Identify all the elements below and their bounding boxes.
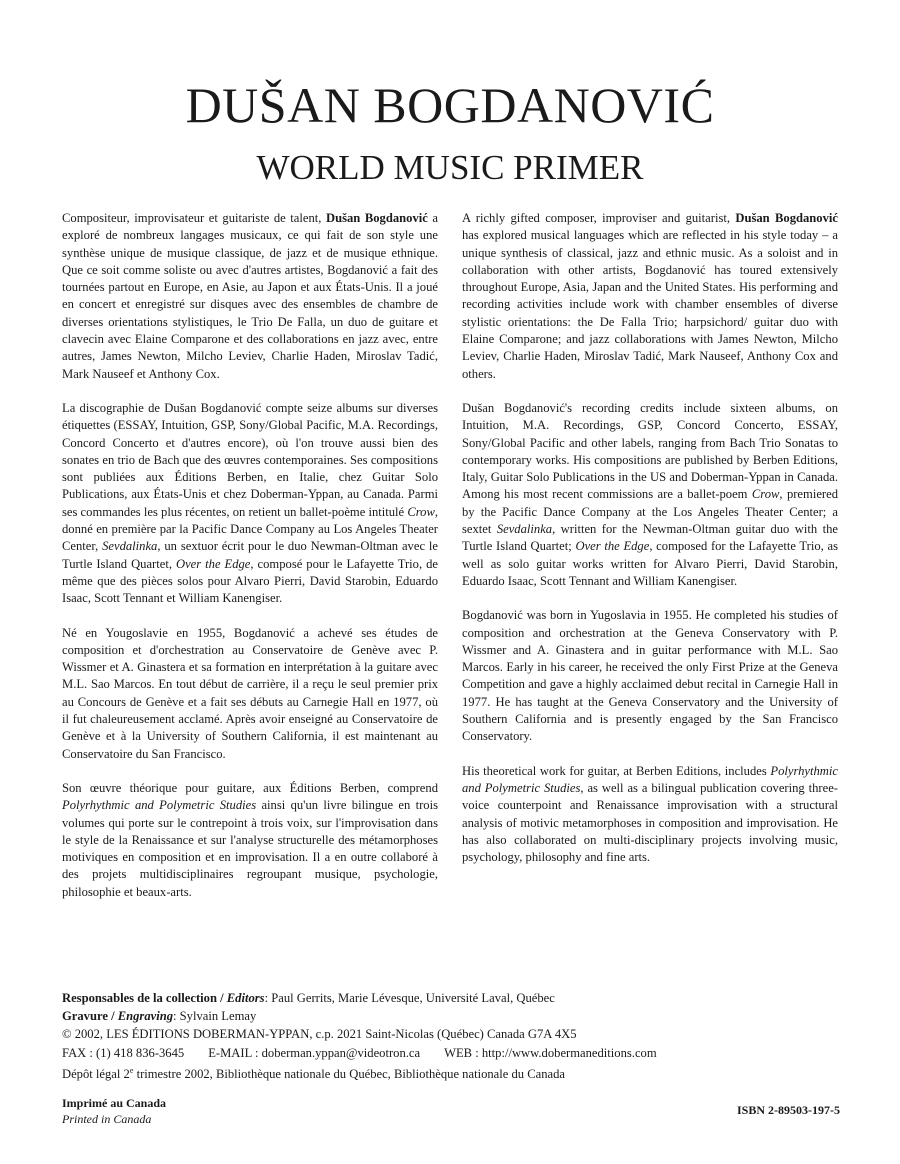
- english-paragraph-2: [462, 400, 838, 590]
- engraving-line: [62, 1007, 852, 1025]
- work-title-crow: Crow: [407, 504, 435, 519]
- engraving-value: : Sylvain Lemay: [173, 1009, 257, 1024]
- text-run: Son œuvre théorique pour guitare, aux Éditions Berben, comprend: [62, 780, 438, 795]
- editors-label-en: Editors: [226, 991, 265, 1005]
- isbn: ISBN 2-89503-197-5: [736, 1103, 840, 1117]
- text-run: , un sextuor écrit pour le duo Newman-Oltman avec le Turtle Island Quartet,: [62, 539, 438, 571]
- printed-en: Printed in Canada: [62, 1112, 152, 1126]
- text-run: , composé pour le Lafayette Trio, de même que des pièces solos pour Alvaro Pierri, David Starobin, Eduardo Isaac, Scott Tennant et William Kanengiser.: [62, 556, 439, 606]
- fax: FAX : (1) 418 836-3645: [62, 1045, 185, 1060]
- text-run: a exploré de nombreux langages musicaux, ce qui fait de son style une synthèse unique de musique classique, de jazz et de musique ethnique. Que ce soit comme soliste ou avec d'autres artistes, Bogdanović a fait des tournées partout en Europe, en Asie, au Japon et aux États-Unis. Il a joué en concert et enregistré sur disques avec des ensembles de chambre de diverses orientations stylistiques, le Trio De Falla, un duo de guitare et clavecin avec Elaine Comparone et des collaborations en jazz avec, entre autres, James Newton, Milcho Leviev, Charlie Haden, Miroslav Tadić, Mark Nauseef et Anthony Cox.: [62, 211, 438, 381]
- text-run: Dépôt légal 2: [62, 1067, 130, 1081]
- text-run: La discographie de Dušan Bogdanović compte seize albums sur diverses étiquettes (ESSAY, Intuition, GSP, Sony/Global Pacific, M.A. Recordings, Concord Concerto et d'autres encore), où l'on trouve aussi bien des sonates en trio de Bach que des œuvres contemporaines. Ses compositions sont publiées aux Éditions Berben, en Italie, chez Guitar Solo Publications, aux États-Unis et chez Doberman-Yppan, au Canada. Parmi ses commandes les plus récentes, on retient un ballet-poème intitulé: [62, 400, 438, 519]
- text-run: , donné en première par la Pacific Dance Company au Los Angeles Theater Center,: [62, 504, 438, 554]
- work-title-crow: Crow: [751, 487, 780, 502]
- page-title: DUŠAN BOGDANOVIĆ: [185, 77, 715, 133]
- text-run: Dušan Bogdanović's recording credits include sixteen albums, on Intuition, M.A. Recordings, GSP, Concord Concerto, ESSAY, Sony/Global Pacific and other labels, ranging from Bach Trio Sonatas to contemporary works. His compositions are published by Berben Editions, Italy, Guitar Solo Publications in the US and Doberman-Yppan in Canada. Among his most recent commissions are a ballet-poem: [462, 400, 838, 502]
- imprint-block: [62, 1095, 166, 1127]
- french-paragraph-2: [62, 400, 438, 608]
- page-subtitle: WORLD MUSIC PRIMER: [256, 148, 644, 187]
- french-paragraph-1: [62, 210, 438, 383]
- work-title-sevdalinka: Sevdalinka: [102, 539, 158, 554]
- work-title-studies: Polyrhythmic and Polymetric Studies: [462, 763, 838, 795]
- email: E-MAIL : doberman.yppan@videotron.ca: [208, 1045, 421, 1060]
- english-paragraph-1: [462, 210, 838, 383]
- editors-line: [62, 989, 852, 1007]
- editors-label-fr: Responsables de la collection: [62, 991, 217, 1005]
- engraving-label-fr: Gravure: [62, 1009, 108, 1024]
- english-paragraph-3: Bogdanović was born in Yugoslavia in 1955. He completed his studies of composition and orchestration at the Geneva Conservatory with P. Wissmer and A. Ginastera and in guitar performance with M.L. Sao Marcos. Early in his career, he received the only First Prize at the Geneva Competition and gave a highly acclaimed debut recital in Carnegie Hall in 1977. He has taught at the Geneva Conservatory and the University of Southern California and is presently engaged by the San Francisco Conservatory.: [462, 608, 838, 744]
- text-run: His theoretical work for guitar, at Berben Editions, includes: [462, 763, 771, 778]
- editors-value: : Paul Gerrits, Marie Lévesque, Université Laval, Québec: [264, 991, 555, 1005]
- copyright-line: © 2002, LES ÉDITIONS DOBERMAN-YPPAN, c.p. 2021 Saint-Nicolas (Québec) Canada G7A 4X5: [62, 1027, 577, 1042]
- french-paragraph-4: [62, 780, 438, 901]
- superscript: e: [129, 1065, 134, 1075]
- text-run: has explored musical languages which are reflected in his style today – a unique synthesis of classical, jazz and ethnic music. As a soloist and in collaboration with other artists, Bogdanović has toured extensively throughout Europe, Asia, Japan and the United States. His performing and recording activities include work with chamber ensembles of diverse stylistic orientations: the De Falla Trio; harpsichord/ guitar duo with Elaine Comparone; and jazz collaborations with James Newton, Milcho Leviev, Charlie Haden, Miroslav Tadić, Mark Nauseef, Anthony Cox and others.: [462, 228, 838, 381]
- text-run: Compositeur, improvisateur et guitariste de talent,: [62, 211, 326, 225]
- work-title-sevdalinka: Sevdalinka: [496, 522, 553, 537]
- legal-deposit-line: [62, 1062, 852, 1083]
- text-run: , composed for the Lafayette Trio, as well as solo guitar works written for Alvaro Pierri, David Starobin, Eduardo Isaac, Scott Tennant and William Kanengiser.: [462, 539, 839, 588]
- english-paragraph-4: [462, 763, 838, 867]
- contact-line: [62, 1044, 852, 1062]
- french-paragraph-3: Né en Yougoslavie en 1955, Bogdanović a achevé ses études de composition et d'orchestration au Conservatoire de Genève avec P. Wissmer et A. Ginastera et sa formation en interprétation à la guitare avec M.L. Sao Marcos. En tout début de carrière, il a reçu le seul premier prix au Concours de Genève et a fait ses débuts au Carnegie Hall en 1977, où il fut chaleureusement acclamé. Après avoir enseigné au Conservatoire de Genève et à la University of Southern California, il est maintenant au Conservatoire du San Francisco.: [62, 625, 438, 761]
- web: WEB : http://www.dobermaneditions.com: [444, 1045, 657, 1060]
- english-column: [462, 210, 838, 883]
- text-run: A richly gifted composer, improviser and guitarist,: [462, 211, 736, 225]
- text-run: , written for the Newman-Oltman guitar duo with the Turtle Island Quartet;: [462, 522, 838, 554]
- text-run: trimestre 2002, Bibliothèque nationale du Québec, Bibliothèque nationale du Canada: [133, 1067, 565, 1081]
- composer-name: Dušan Bogdanović: [325, 211, 428, 225]
- separator: /: [107, 1009, 118, 1024]
- printed-fr: Imprimé au Canada: [62, 1096, 167, 1110]
- text-run: , premiered by the Pacific Dance Company at the Los Angeles Theater Center; a sextet: [462, 487, 838, 537]
- work-title-over-the-edge: Over the Edge: [175, 556, 251, 571]
- text-run: , as well as a bilingual publication covering three-voice counterpoint and Renaissance improvisation with a structural analysis of motivic metamorphoses in composition and improvisation. He has also collaborated on multi-disciplinary projects involving music, psychology, philosophy and fine arts.: [462, 780, 838, 865]
- work-title-over-the-edge: Over the Edge: [575, 539, 650, 554]
- text-run: ainsi qu'un livre bilingue en trois volumes qui porte sur le contrepoint à trois voix, sur l'improvisation dans le style de la Renaissance et sur l'analyse structurelle des métamorphoses motiviques en composition et en improvisation. Il a en outre collaboré à des projets multidisciplinaires regroupant musique, psychologie, philosophie et beaux-arts.: [62, 798, 438, 899]
- work-title-studies: Polyrhythmic and Polymetric Studies: [62, 798, 257, 813]
- separator: /: [216, 991, 227, 1005]
- french-column: [62, 210, 438, 918]
- engraving-label-en: Engraving: [117, 1009, 174, 1024]
- credits-block: [62, 989, 852, 1083]
- composer-name: Dušan Bogdanović: [735, 211, 838, 225]
